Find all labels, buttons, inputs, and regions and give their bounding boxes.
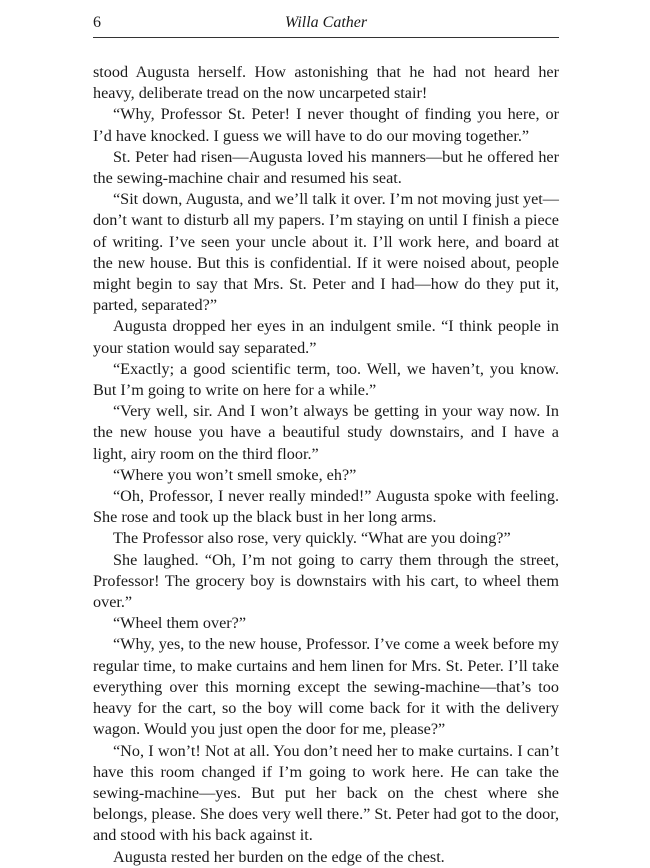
body-text: [93, 62, 559, 868]
paragraph: The Professor also rose, very quickly. “What are you doing?”: [113, 529, 511, 548]
paragraph: “Exactly; a good scientific term, too. Well, we haven’t, you know. But I’m going to write on here for a while.”: [93, 359, 559, 400]
paragraph: “Oh, Professor, I never really minded!” Augusta spoke with feeling. She rose and took up the black bust in her long arms.: [93, 487, 559, 527]
paragraph: “Why, Professor St. Peter! I never thought of finding you here, or I’d have knocked. I guess we will have to do our moving together.”: [93, 105, 559, 145]
paragraph: “Sit down, Augusta, and we’ll talk it over. I’m not moving just yet—don’t want to disturb all my papers. I’m staying on until I finish a piece of writing. I’ve seen your uncle about it. I’ll work here, and board at the new house. But this is confidential. If it were noised about, people might begin to say that Mrs. St. Peter and I had—how do they put it, parted, separated?”: [93, 190, 559, 315]
paragraph: “Where you won’t smell smoke, eh?”: [113, 465, 357, 484]
paragraph: “Why, yes, to the new house, Professor. I’ve come a week before my regular time, to make curtains and hem linen for Mrs. St. Peter. I’ll take everything over this morning except the sewing-machine—that’s too heavy for the cart, so the boy will come back for it with the delivery wagon. Would you just open the door for me, please?”: [93, 635, 559, 739]
paragraph: She laughed. “Oh, I’m not going to carry them through the street, Professor! The grocery boy is downstairs with his cart, to wheel them over.”: [93, 550, 559, 612]
paragraph: Augusta rested her burden on the edge of the chest.: [113, 847, 445, 866]
running-title: Willa Cather: [284, 14, 368, 31]
paragraph: Augusta dropped her eyes in an indulgent smile. “I think people in your station would say separated.”: [93, 317, 559, 357]
book-page: [93, 0, 559, 866]
paragraph: “Very well, sir. And I won’t always be getting in your way now. In the new house you have a beautiful study downstairs, and I have a light, airy room on the third floor.”: [93, 402, 559, 463]
running-head: [93, 13, 559, 35]
header-rule: [93, 37, 559, 38]
paragraph: “Wheel them over?”: [113, 614, 247, 633]
page-number: 6: [93, 14, 101, 31]
paragraph: “No, I won’t! Not at all. You don’t need her to make curtains. I can’t have this room changed if I’m going to work here. He can take the sewing-machine—yes. But put her back on the chest where she belongs, please. She does very well there.” St. Peter had got to the door, and stood with his back against it.: [93, 741, 559, 845]
paragraph: St. Peter had risen—Augusta loved his manners—but he offered her the sewing-machine chair and resumed his seat.: [93, 147, 559, 188]
paragraph: stood Augusta herself. How astonishing that he had not heard her heavy, deliberate tread on the now uncarpeted stair!: [93, 63, 559, 103]
